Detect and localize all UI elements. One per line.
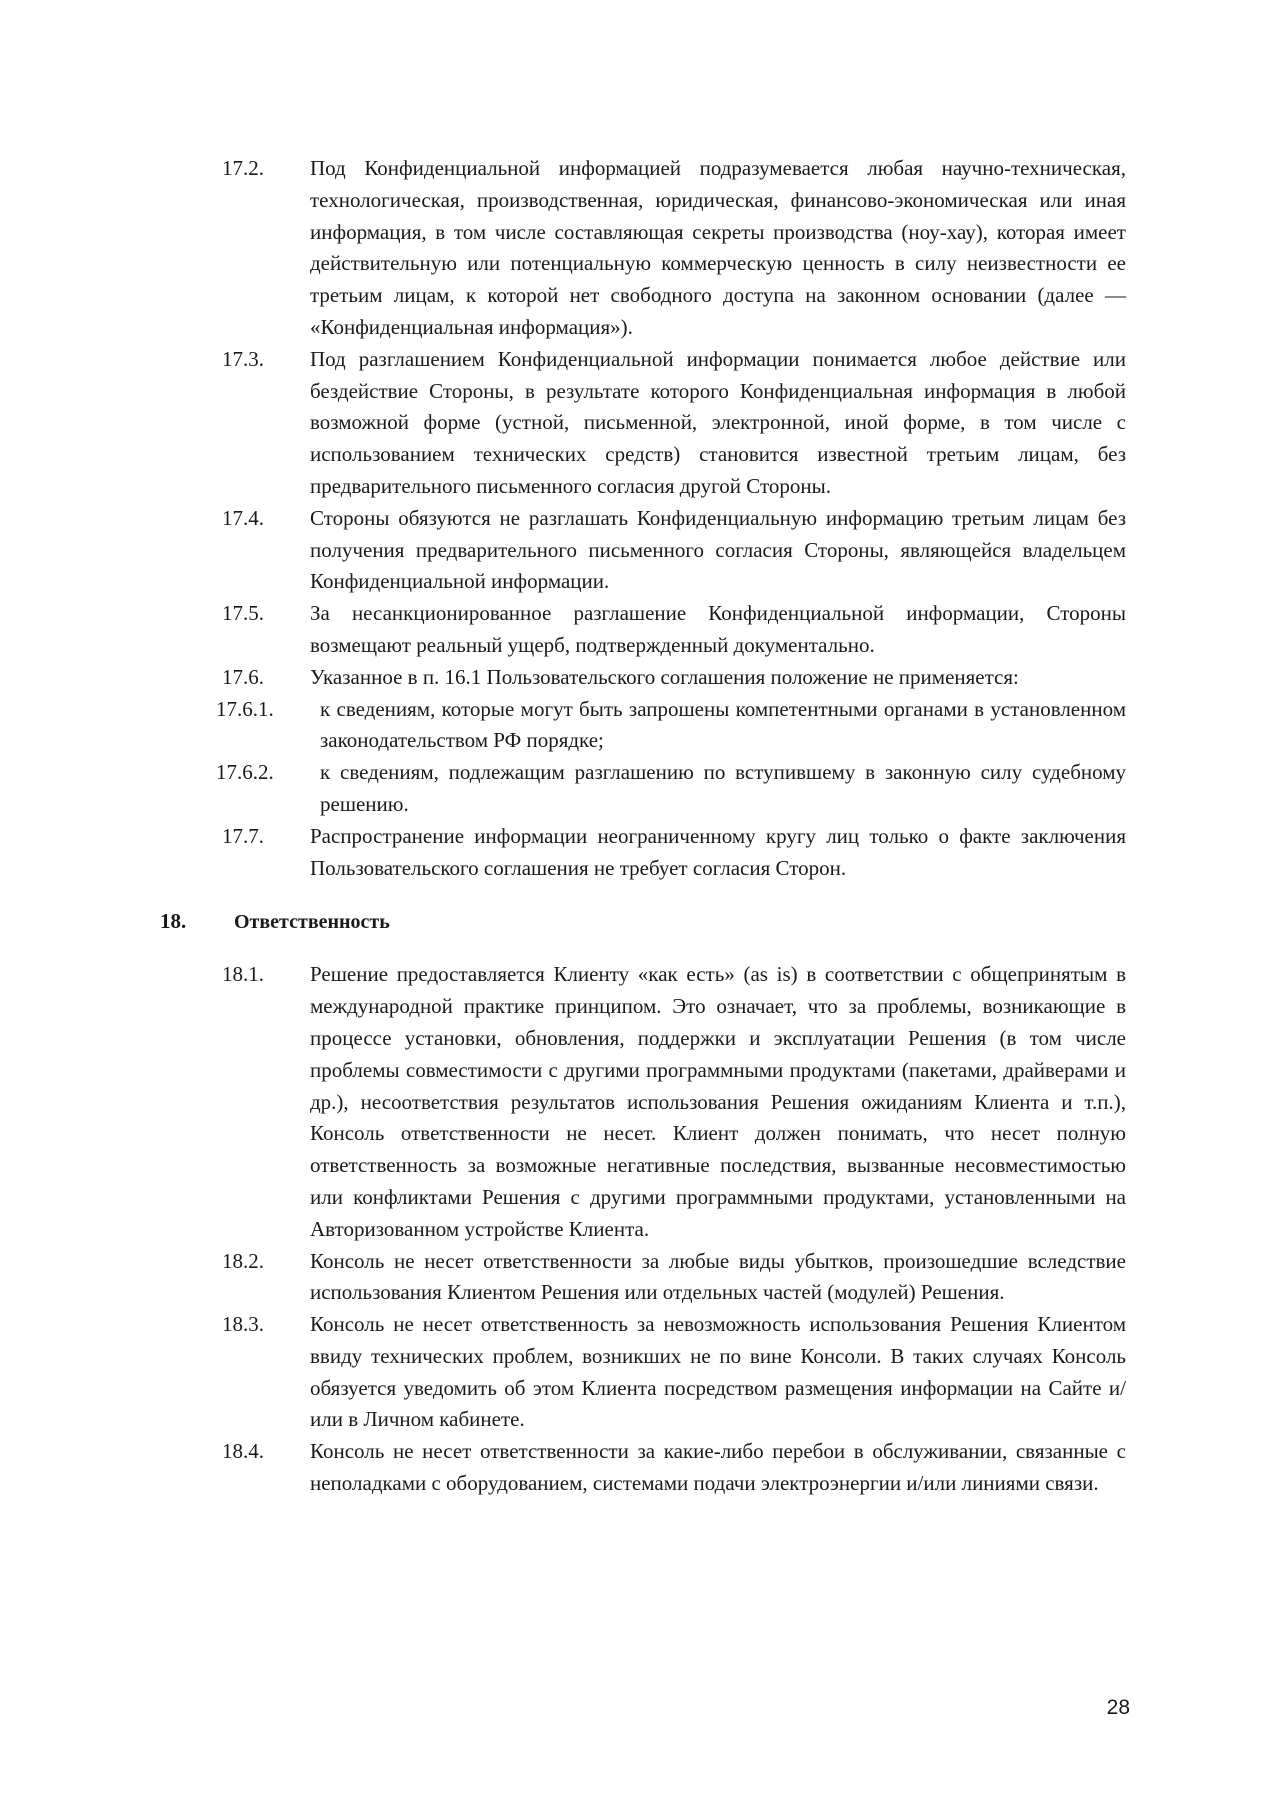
clause-number: 18.2.: [222, 1248, 264, 1273]
clause-18-3: [160, 1309, 1126, 1436]
clause-text: Под Конфиденциальной информацией подразумевается любая научно-техническая, технологическая, производственная, юридическая, финансово-экономическая или иная информация, в том числе составляющая секреты производства (ноу-хау), которая имеет действительную или потенциальную коммерческую ценность в силу неизвестности ее третьим лицам, к которой нет свободного доступа на законном основании (далее — «Конфиденциальная информация»).: [310, 156, 1126, 339]
clause-18-1: [160, 959, 1126, 1245]
clause-number: 17.4.: [222, 505, 264, 530]
subclause-number: 17.6.1.: [216, 696, 274, 721]
document-body: [160, 153, 1126, 1500]
clause-17-6: [160, 662, 1126, 694]
clause-number: 17.5.: [222, 601, 264, 626]
clause-18-4: [160, 1436, 1126, 1500]
clause-text: Указанное в п. 16.1 Пользовательского соглашения положение не применяется:: [310, 664, 1019, 689]
clause-17-4: [160, 503, 1126, 598]
clause-17-2: [160, 153, 1126, 344]
clause-number: 18.1.: [222, 962, 264, 987]
clause-17-3: [160, 344, 1126, 503]
clause-number: 17.2.: [222, 156, 264, 180]
clause-number: 17.3.: [222, 346, 264, 371]
clause-17-5: [160, 598, 1126, 662]
clause-text: Консоль не несет ответственности за любые виды убытков, произошедшие вследствие использования Клиентом Решения или отдельных частей (модулей) Решения.: [310, 1248, 1126, 1305]
clause-17-6-1: [160, 694, 1126, 758]
clause-17-7: [160, 821, 1126, 885]
clause-text: Консоль не несет ответственность за невозможность использования Решения Клиентом ввиду технических проблем, возникших не по вине Консоли. В таких случаях Консоль обязуется уведомить об этом Клиента посредством размещения информации на Сайте и/или в Личном кабинете.: [310, 1312, 1126, 1432]
clause-text: Распространение информации неограниченному кругу лиц только о факте заключения Пользовательского соглашения не требует согласия Сторон.: [310, 823, 1126, 880]
clause-text: За несанкционированное разглашение Конфиденциальной информации, Стороны возмещают реальный ущерб, подтвержденный документально.: [310, 601, 1126, 657]
section-number: 18.: [160, 909, 187, 934]
clause-number: 17.7.: [222, 823, 264, 848]
clause-17-6-2: [160, 757, 1126, 821]
clause-text: Решение предоставляется Клиенту «как есть» (as is) в соответствии с общепринятым в международной практике принципом. Это означает, что за проблемы, возникающие в процессе установки, обновления, поддержки и эксплуатации Решения (в том числе проблемы совместимости с другими программными продуктами (пакетами, драйверами и др.), несоответствия результатов использования Решения ожиданиям Клиента и т.п.), Консоль ответственности не несет. Клиент должен понимать, что несет полную ответственность за возможные негативные последствия, вызванные несовместимостью или конфликтами Решения с другими программными продуктами, установленными на Авторизованном устройстве Клиента.: [310, 962, 1126, 1241]
subclause-text: к сведениям, подлежащим разглашению по вступившему в законную силу судебному решению.: [320, 760, 1126, 816]
section-title: Ответственность: [234, 911, 390, 934]
clause-18-2: [160, 1246, 1126, 1310]
clause-text: Консоль не несет ответственности за какие-либо перебои в обслуживании, связанные с неполадками с оборудованием, системами подачи электроэнергии и/или линиями связи.: [310, 1439, 1126, 1496]
clause-number: 18.4.: [222, 1439, 264, 1464]
clause-number: 18.3.: [222, 1312, 264, 1337]
subclause-number: 17.6.2.: [216, 760, 274, 785]
clause-number: 17.6.: [222, 664, 264, 689]
page-number: 28: [1106, 1696, 1130, 1719]
clause-text: Стороны обязуются не разглашать Конфиденциальную информацию третьим лицам без получения предварительного письменного согласия Стороны, являющейся владельцем Конфиденциальной информации.: [310, 505, 1126, 594]
subclause-text: к сведениям, которые могут быть запрошены компетентными органами в установленном законодательством РФ порядке;: [320, 696, 1126, 753]
clause-text: Под разглашением Конфиденциальной информации понимается любое действие или бездействие Стороны, в результате которого Конфиденциальная информация в любой возможной форме (устной, письменной, электронной, иной форме, в том числе с использованием технических средств) становится известной третьим лицам, без предварительного письменного согласия другой Стороны.: [310, 346, 1126, 498]
section-heading: [160, 906, 1126, 937]
